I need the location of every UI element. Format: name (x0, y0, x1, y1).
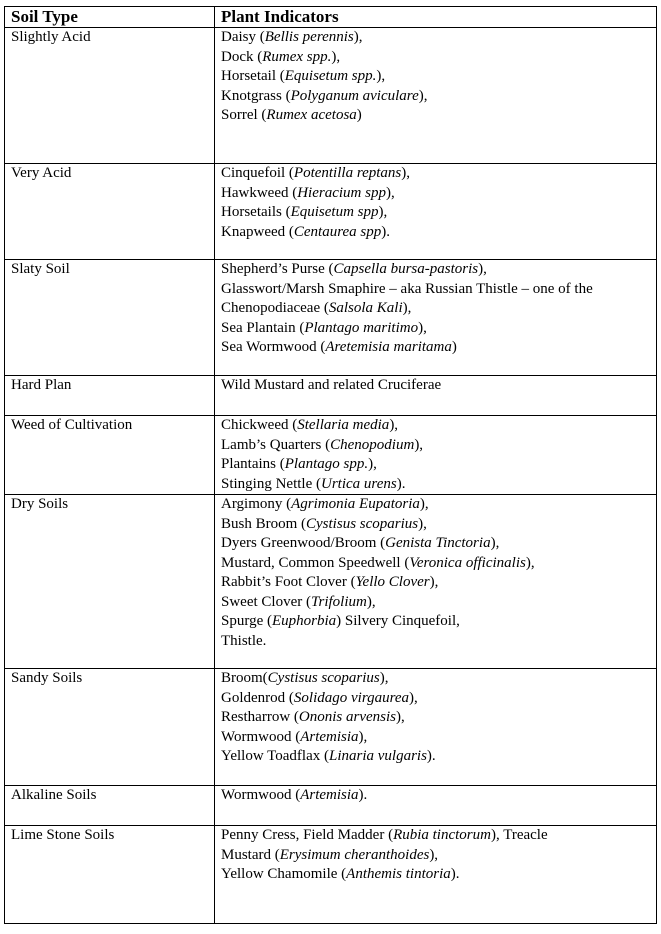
plant-indicator-line (221, 455, 652, 475)
common-text: Argimony ( (221, 496, 292, 512)
plant-indicator-line (221, 846, 652, 866)
scientific-name: Trifolium (310, 593, 367, 610)
scientific-name: Artemisia (300, 787, 359, 803)
scientific-name: Veronica officinalis (409, 554, 526, 571)
common-text: ), (389, 417, 399, 433)
common-text: Thistle. (221, 632, 267, 649)
common-text: Sea Wormwood ( (221, 339, 326, 355)
common-text: ), (358, 728, 368, 745)
plant-indicator-line (221, 865, 652, 885)
scientific-name: Solidago virgaurea (293, 689, 410, 706)
plant-indicator-line (221, 106, 652, 126)
common-text: Goldenrod ( (221, 689, 294, 706)
plant-indicator-line (221, 495, 652, 515)
common-text: ), (376, 68, 386, 84)
common-text: Cinquefoil ( (221, 165, 294, 181)
scientific-name: Chenopodium (330, 436, 415, 453)
common-text: Restharrow ( (221, 709, 299, 725)
table-header-row (5, 7, 657, 28)
common-text: Horsetails ( (221, 204, 291, 220)
plant-indicator-line (221, 826, 652, 846)
common-text: Stinging Nettle ( (221, 475, 321, 492)
common-text: Dyers Greenwood/Broom ( (221, 535, 386, 551)
common-text: ), (385, 184, 395, 201)
scientific-name: Potentilla reptans (293, 165, 402, 181)
header-plant-indicators: Plant Indicators (215, 7, 657, 28)
scientific-name: Euphorbia (271, 613, 337, 629)
scientific-name: Anthemis tintoria (346, 866, 451, 882)
plant-indicator-line (221, 164, 652, 184)
scientific-name: Polyganum aviculare (290, 87, 419, 104)
common-text: Rabbit’s Foot Clover ( (221, 574, 356, 590)
soil-type-cell: Hard Plan (5, 376, 215, 416)
header-soil-type: Soil Type (5, 7, 215, 28)
common-text: ), (353, 29, 363, 45)
common-text: ), (366, 593, 376, 610)
scientific-name: Bellis perennis (264, 29, 354, 45)
plant-indicator-line (221, 319, 652, 339)
plant-indicators-cell (215, 826, 657, 924)
table-row (5, 164, 657, 260)
plant-indicator-line (221, 299, 652, 319)
plant-indicators-cell (215, 260, 657, 376)
common-text: Sea Plantain ( (221, 319, 305, 336)
common-text: ), (429, 574, 439, 590)
common-text: ) (451, 339, 457, 355)
plant-indicator-line (221, 747, 652, 767)
scientific-name: Rumex spp. (262, 48, 332, 65)
common-text: ). (450, 866, 460, 882)
soil-type-cell: Alkaline Soils (5, 786, 215, 826)
common-text: ), (525, 554, 535, 571)
plant-indicator-line (221, 632, 652, 652)
plant-indicator-line (221, 203, 652, 223)
common-text: Horsetail ( (221, 68, 285, 84)
scientific-name: Yello Clover (355, 574, 430, 590)
plant-indicator-line (221, 708, 652, 728)
common-text: ) Silvery Cinquefoil, (336, 613, 460, 629)
soil-type-cell: Slaty Soil (5, 260, 215, 376)
soil-type-cell: Lime Stone Soils (5, 826, 215, 924)
common-text: Knotgrass ( (221, 87, 291, 104)
table-row (5, 28, 657, 164)
common-text: Mustard ( (221, 846, 280, 863)
common-text: Glasswort/Marsh Smaphire – aka Russian Thistle – one of the (221, 280, 593, 297)
table-row (5, 495, 657, 669)
plant-indicators-cell (215, 786, 657, 826)
plant-indicator-line (221, 67, 652, 87)
plant-indicator-line (221, 260, 652, 280)
plant-indicator-line (221, 515, 652, 535)
plant-indicators-cell (215, 376, 657, 416)
common-text: ), (409, 689, 418, 706)
common-text: ). (396, 475, 406, 492)
common-text: Daisy ( (221, 29, 265, 45)
common-text: ). (358, 787, 368, 803)
common-text: Spurge ( (221, 613, 272, 629)
plant-indicator-line (221, 436, 652, 456)
common-text: Sorrel ( (221, 107, 267, 123)
table-row (5, 376, 657, 416)
plant-indicators-cell (215, 164, 657, 260)
plant-indicator-line (221, 280, 652, 300)
common-text: Lamb’s Quarters ( (221, 436, 331, 453)
plant-indicator-line (221, 573, 652, 593)
scientific-name: Genista Tinctoria (385, 535, 491, 551)
common-text: Wild Mustard and related Cruciferae (221, 377, 442, 393)
common-text: ). (426, 748, 436, 764)
common-text: ), (401, 165, 411, 181)
common-text: ), (429, 846, 439, 863)
plant-indicator-line (221, 475, 652, 495)
common-text: ). (381, 223, 390, 240)
common-text: ), (331, 48, 341, 65)
common-text: ), Treacle (490, 827, 548, 843)
scientific-name: Plantago maritimo (304, 319, 419, 336)
common-text: Yellow Chamomile ( (221, 866, 347, 882)
scientific-name: Capsella bursa-pastoris (333, 261, 479, 277)
table-row (5, 669, 657, 786)
scientific-name: Artemisia (300, 728, 359, 745)
common-text: Chenopodiaceae ( (221, 300, 329, 316)
scientific-name: Cystisus scoparius (267, 670, 380, 686)
common-text: ), (418, 87, 428, 104)
common-text: ), (414, 436, 424, 453)
common-text: ), (478, 261, 487, 277)
common-text: ), (419, 496, 429, 512)
common-text: Shepherd’s Purse ( (221, 261, 334, 277)
common-text: Broom( (221, 670, 268, 686)
common-text: ), (418, 319, 427, 336)
common-text: ), (378, 204, 388, 220)
common-text: Wormwood ( (221, 728, 301, 745)
scientific-name: Urtica urens (321, 475, 397, 492)
plant-indicator-line (221, 786, 652, 806)
plant-indicators-cell (215, 495, 657, 669)
plant-indicator-line (221, 376, 652, 396)
common-text: Chickweed ( (221, 417, 298, 433)
scientific-name: Equisetum spp. (284, 68, 377, 84)
common-text: Dock ( (221, 48, 263, 65)
scientific-name: Stellaria media (297, 417, 390, 433)
plant-indicator-line (221, 87, 652, 107)
scientific-name: Equisetum spp (290, 204, 379, 220)
plant-indicators-cell (215, 28, 657, 164)
scientific-name: Rubia tinctorum (393, 827, 491, 843)
plant-indicator-line (221, 728, 652, 748)
plant-indicators-cell (215, 669, 657, 786)
scientific-name: Linaria vulgaris (328, 748, 427, 764)
scientific-name: Erysimum cheranthoides (279, 846, 430, 863)
plant-indicator-line (221, 593, 652, 613)
plant-indicator-line (221, 612, 652, 632)
soil-type-cell: Very Acid (5, 164, 215, 260)
scientific-name: Plantago spp. (284, 456, 369, 472)
common-text: Sweet Clover ( (221, 593, 311, 610)
soil-type-cell: Sandy Soils (5, 669, 215, 786)
common-text: ), (418, 515, 427, 532)
plant-indicator-line (221, 416, 652, 436)
scientific-name: Salsola Kali (328, 300, 403, 316)
soil-type-cell: Slightly Acid (5, 28, 215, 164)
common-text: Yellow Toadflax ( (221, 748, 329, 764)
common-text: Bush Broom ( (221, 515, 307, 532)
common-text: ) (356, 107, 362, 123)
common-text: Hawkweed ( (221, 184, 298, 201)
scientific-name: Centaurea spp (293, 223, 382, 240)
table-row (5, 826, 657, 924)
common-text: ), (368, 456, 377, 472)
scientific-name: Rumex acetosa (266, 107, 357, 123)
common-text: ), (379, 670, 389, 686)
common-text: Mustard, Common Speedwell ( (221, 554, 410, 571)
table-row (5, 786, 657, 826)
plant-indicators-cell (215, 416, 657, 495)
common-text: Wormwood ( (221, 787, 301, 803)
scientific-name: Agrimonia Eupatoria (291, 496, 420, 512)
common-text: Penny Cress, Field Madder ( (221, 827, 394, 843)
plant-indicator-line (221, 554, 652, 574)
plant-indicator-line (221, 48, 652, 68)
soil-type-cell: Weed of Cultivation (5, 416, 215, 495)
scientific-name: Hieracium spp (297, 184, 386, 201)
soil-indicator-table (4, 6, 657, 924)
plant-indicator-line (221, 689, 652, 709)
plant-indicator-line (221, 534, 652, 554)
plant-indicator-line (221, 184, 652, 204)
common-text: ), (490, 535, 500, 551)
soil-type-cell: Dry Soils (5, 495, 215, 669)
common-text: ), (402, 300, 412, 316)
plant-indicator-line (221, 338, 652, 358)
plant-indicator-line (221, 223, 652, 243)
scientific-name: Aretemisia maritama (325, 339, 452, 355)
table-row (5, 260, 657, 376)
common-text: Knapweed ( (221, 223, 294, 240)
scientific-name: Ononis arvensis (298, 709, 396, 725)
common-text: Plantains ( (221, 456, 285, 472)
scientific-name: Cystisus scoparius (306, 515, 419, 532)
common-text: ), (396, 709, 405, 725)
plant-indicator-line (221, 28, 652, 48)
plant-indicator-line (221, 669, 652, 689)
table-row (5, 416, 657, 495)
